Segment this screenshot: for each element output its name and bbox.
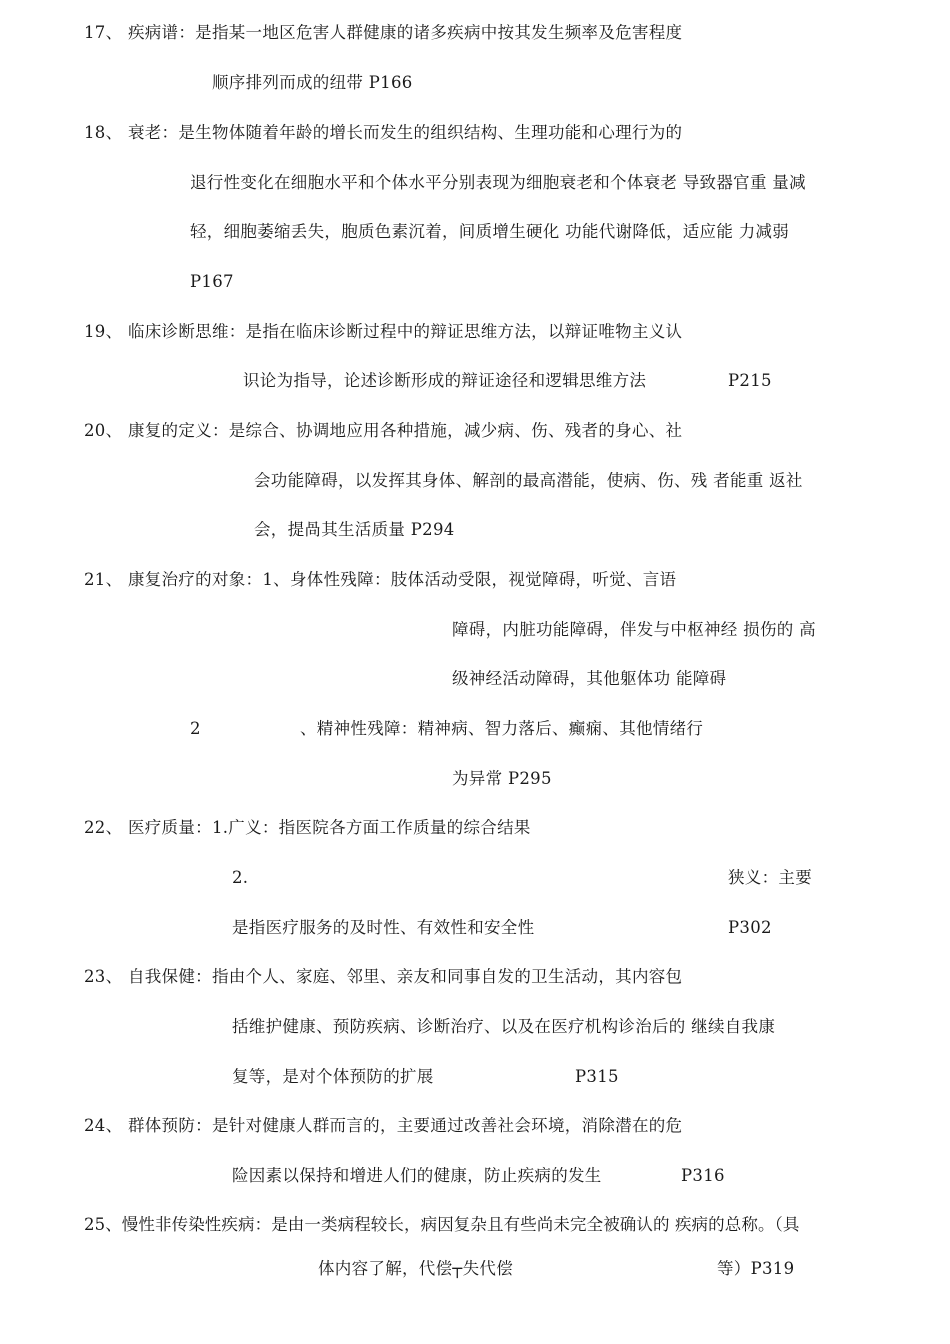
entry-25-line-1: 25、慢性非传染性疾病：是由一类病程较长，病因复杂且有些尚未完全被确认的 疾病的总称。（具 [84,1215,800,1234]
entry-21-line-4: 、精神性残障：精神病、智力落后、癫痫、其他情绪行 [300,719,704,738]
entry-17-line-2: 顺序排列而成的纽带 P166 [212,73,413,92]
entry-23-line-2: 括维护健康、预防疾病、诊断治疗、以及在医疗机构诊治后的 继续自我康 [232,1017,776,1036]
entry-22-line-2: 狭义：主要 [728,868,812,887]
entry-24-line-1: 24、 群体预防：是针对健康人群而言的，主要通过改善社会环境，消除潜在的危 [84,1116,683,1135]
entry-21-item-number: 2 [190,719,201,738]
entry-19-page-ref: P215 [728,371,772,390]
entry-21-line-1: 21、 康复治疗的对象：1、身体性残障：肢体活动受限，视觉障碍，听觉、言语 [84,570,677,589]
entry-18-line-3: 轻，细胞萎缩丢失，胞质色素沉着，间质增生硬化 功能代谢降低，适应能 力减弱 [190,222,790,241]
entry-23-page-ref: P315 [575,1067,619,1086]
entry-19-line-1: 19、 临床诊断思维：是指在临床诊断过程中的辩证思维方法，以辩证唯物主义认 [84,322,683,341]
entry-21-line-3: 级神经活动障碍，其他躯体功 能障碍 [452,669,727,688]
entry-20-line-1: 20、 康复的定义：是综合、协调地应用各种措施，减少病、伤、残者的身心、社 [84,421,683,440]
entry-21-line-5: 为异常 P295 [452,769,552,788]
entry-18-page-ref: P167 [190,272,234,291]
entry-25-line-2: 体内容了解，代偿┬失代偿 [318,1259,514,1278]
entry-20-line-3: 会，提咼其生活质量 P294 [254,520,455,539]
entry-18-line-2: 退行性变化在细胞水平和个体水平分别表现为细胞衰老和个体衰老 导致器官重 量减 [190,173,806,192]
entry-24-line-2: 险因素以保持和增进人们的健康，防止疾病的发生 [232,1166,602,1185]
entry-25-page-ref: 等）P319 [717,1259,795,1278]
entry-22-page-ref: P302 [728,918,772,937]
entry-20-line-2: 会功能障碍，以发挥其身体、解剖的最高潜能，使病、伤、残 者能重 返社 [254,471,803,490]
entry-22-line-1: 22、 医疗质量：1.广义：指医院各方面工作质量的综合结果 [84,818,531,837]
entry-23-line-1: 23、 自我保健：指由个人、家庭、邻里、亲友和同事自发的卫生活动，其内容包 [84,967,683,986]
entry-23-line-3: 复等，是对个体预防的扩展 [232,1067,434,1086]
entry-18-line-1: 18、 衰老：是生物体随着年龄的增长而发生的组织结构、生理功能和心理行为的 [84,123,683,142]
entry-22-item-number: 2. [232,868,249,887]
entry-21-line-2: 障碍，内脏功能障碍，伴发与中枢神经 损伤的 高 [452,620,816,639]
entry-22-line-3: 是指医疗服务的及时性、有效性和安全性 [232,918,535,937]
entry-24-page-ref: P316 [681,1166,725,1185]
entry-17-line-1: 17、 疾病谱：是指某一地区危害人群健康的诸多疾病中按其发生频率及危害程度 [84,23,683,42]
entry-19-line-2: 识论为指导，论述诊断形成的辩证途径和逻辑思维方法 [243,371,647,390]
